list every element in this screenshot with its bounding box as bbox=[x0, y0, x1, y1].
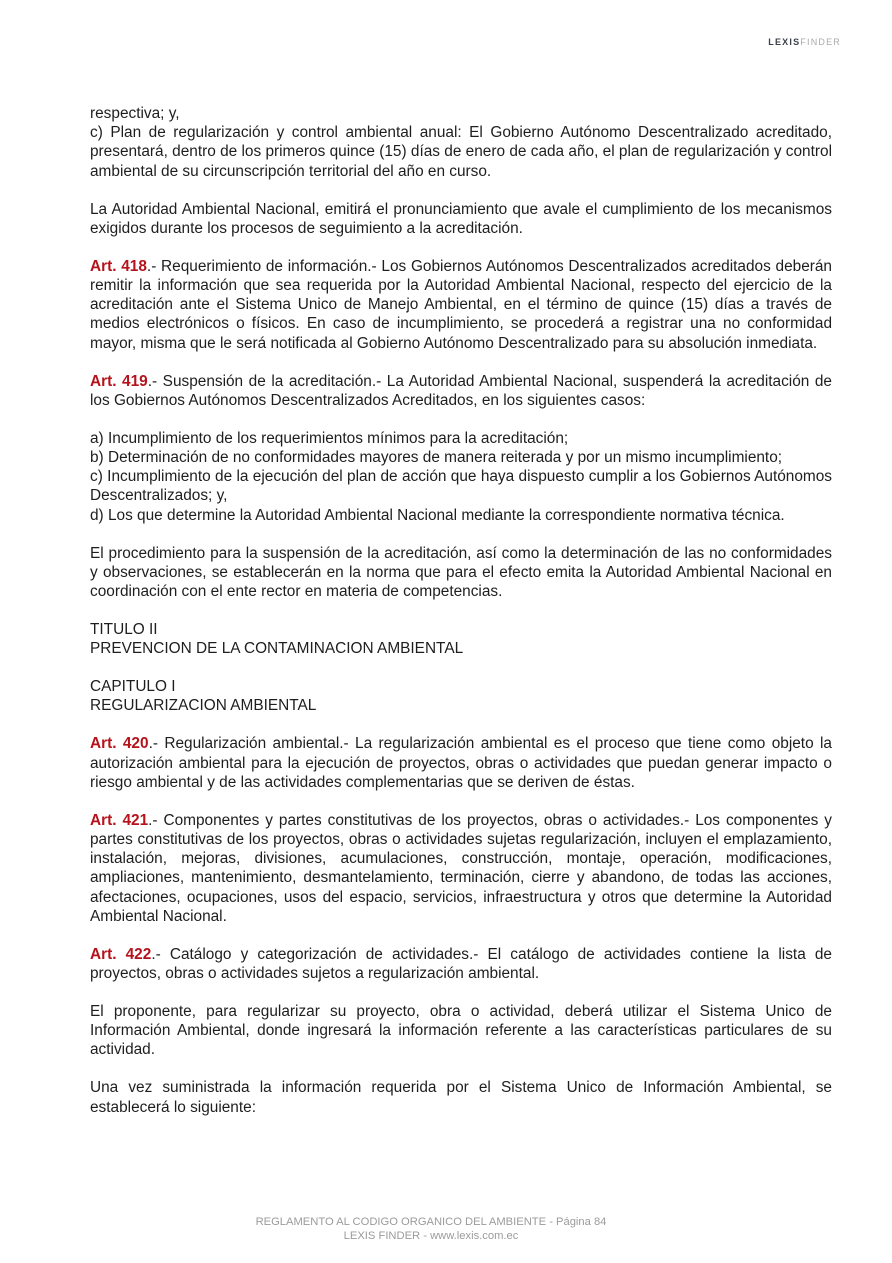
article-text: .- Requerimiento de información.- Los Gobiernos Autónomos Descentralizados acreditados deberán remitir la información que sea requerida por la Autoridad Ambiental Nacional, respecto del ejercicio de la acreditación ante el Sistema Unico de Manejo Ambiental, en el término de quince (15) días a través de medios electrónicos o físicos. En caso de incumplimiento, se procederá a registrar una no conformidad mayor, misma que le será notificada al Gobierno Autónomo Descentralizado para su absolución inmediata. bbox=[90, 257, 832, 352]
capitulo-number: CAPITULO I bbox=[90, 678, 176, 696]
article-421 bbox=[90, 811, 832, 926]
paragraph-continuation bbox=[90, 104, 832, 181]
article-number: Art. 418 bbox=[90, 257, 147, 275]
article-number: Art. 419 bbox=[90, 372, 148, 390]
article-text: .- Regularización ambiental.- La regularización ambiental es el proceso que tiene como objeto la autorización ambiental para la ejecución de proyectos, obras o actividades que puedan generar impacto o riesgo ambiental y de las actividades complementarias que se deriven de éstas. bbox=[90, 735, 832, 791]
article-419-list bbox=[90, 429, 832, 525]
capitulo-name: REGULARIZACION AMBIENTAL bbox=[90, 697, 317, 715]
list-item: b) Determinación de no conformidades mayores de manera reiterada y por un mismo incumplimiento; bbox=[90, 449, 783, 467]
capitulo-heading bbox=[90, 677, 832, 715]
paragraph-una-vez: Una vez suministrada la información requerida por el Sistema Unico de Información Ambiental, se establecerá lo siguiente: bbox=[90, 1079, 832, 1116]
text-line: respectiva; y, bbox=[90, 105, 180, 122]
document-body bbox=[90, 104, 832, 1136]
list-item: a) Incumplimiento de los requerimientos mínimos para la acreditación; bbox=[90, 429, 569, 447]
lexis-finder-logo bbox=[768, 37, 841, 47]
paragraph-pronunciamiento: La Autoridad Ambiental Nacional, emitirá el pronunciamiento que avale el cumplimiento de los mecanismos exigidos durante los procesos de seguimiento a la acreditación. bbox=[90, 200, 832, 237]
article-418 bbox=[90, 257, 832, 353]
paragraph-procedimiento: El procedimiento para la suspensión de la acreditación, así como la determinación de las no conformidades y observaciones, se establecerán en la norma que para el efecto emita la Autoridad Ambiental Nacional en coordinación con el ente rector en materia de competencias. bbox=[90, 544, 832, 601]
titulo-number: TITULO II bbox=[90, 621, 158, 639]
titulo-heading bbox=[90, 620, 832, 658]
article-text: .- Suspensión de la acreditación.- La Autoridad Ambiental Nacional, suspenderá la acreditación de los Gobiernos Autónomos Descentralizados Acreditados, en los siguientes casos: bbox=[90, 372, 832, 409]
article-419 bbox=[90, 372, 832, 410]
article-number: Art. 422 bbox=[90, 945, 152, 963]
footer-site: LEXIS FINDER - www.lexis.com.ec bbox=[343, 1230, 519, 1242]
article-number: Art. 421 bbox=[90, 811, 149, 829]
paragraph-proponente: El proponente, para regularizar su proyecto, obra o actividad, deberá utilizar el Sistema Unico de Información Ambiental, donde ingresará la información referente a las características particulares de su actividad. bbox=[90, 1003, 832, 1059]
list-item: d) Los que determine la Autoridad Ambiental Nacional mediante la correspondiente normativa técnica. bbox=[90, 506, 785, 524]
list-item: c) Incumplimiento de la ejecución del plan de acción que haya dispuesto cumplir a los Gobiernos Autónomos Descentralizados; y, bbox=[90, 468, 832, 505]
logo-finder: FINDER bbox=[800, 37, 841, 47]
article-text: .- Componentes y partes constitutivas de los proyectos, obras o actividades.- Los componentes y partes constitutivas de los proyectos, obras o actividades sujetas regularización, incluyen el emplazamiento, instalación, mejoras, divisiones, acumulaciones, construcción, montaje, operación, modificaciones, ampliaciones, mantenimiento, desmantelamiento, terminación, cierre y abandono, de todas las acciones, afectaciones, ocupaciones, usos del espacio, servicios, infraestructura y otros que determine la Autoridad Ambiental Nacional. bbox=[90, 811, 832, 925]
logo-lexis: LEXIS bbox=[768, 37, 801, 47]
text-line: c) Plan de regularización y control ambiental anual: El Gobierno Autónomo Descentralizado acreditado, presentará, dentro de los primeros quince (15) días de enero de cada año, el plan de regularización y control ambiental de su circunscripción territorial del año en curso. bbox=[90, 124, 832, 180]
titulo-name: PREVENCION DE LA CONTAMINACION AMBIENTAL bbox=[90, 640, 464, 658]
article-420 bbox=[90, 734, 832, 792]
page-footer bbox=[0, 1215, 862, 1243]
footer-document-title: REGLAMENTO AL CODIGO ORGANICO DEL AMBIENTE - Página 84 bbox=[255, 1216, 607, 1228]
article-422 bbox=[90, 945, 832, 983]
article-text: .- Catálogo y categorización de actividades.- El catálogo de actividades contiene la lista de proyectos, obras o actividades sujetos a regularización ambiental. bbox=[90, 945, 832, 983]
article-number: Art. 420 bbox=[90, 735, 149, 753]
